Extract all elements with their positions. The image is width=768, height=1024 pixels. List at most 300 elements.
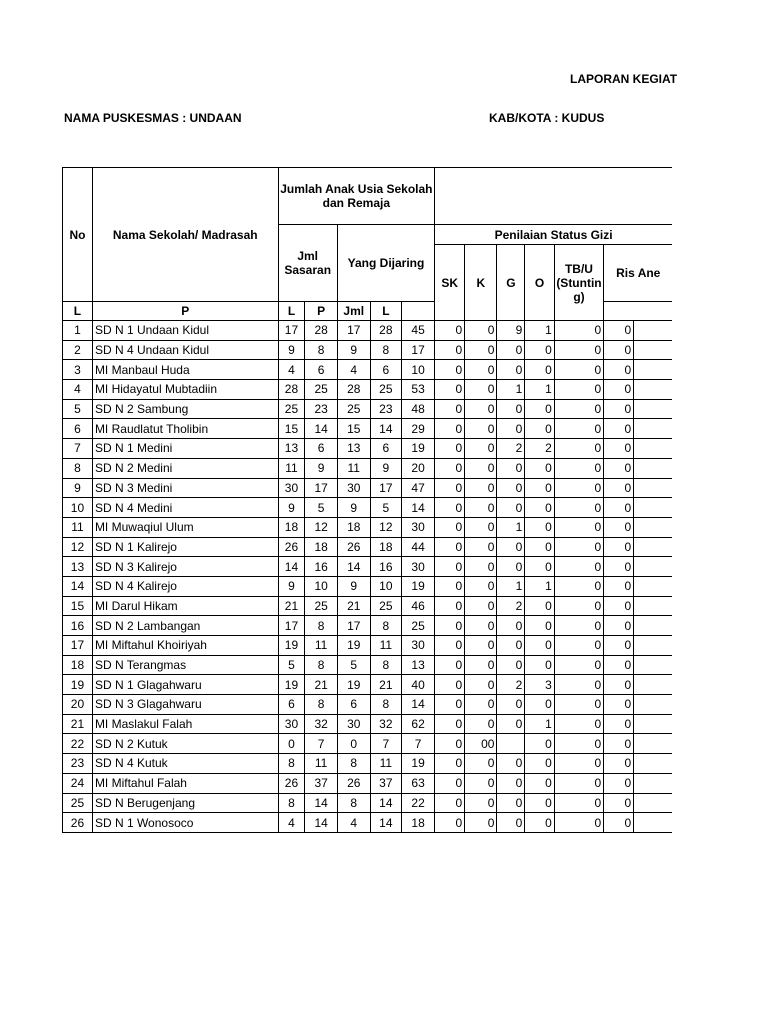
row-sasaran-p: 6	[305, 439, 337, 459]
row-g: 1	[497, 576, 525, 596]
row-risiko: 0	[604, 399, 634, 419]
row-dijaring-p: 6	[370, 439, 401, 459]
row-dijaring-l: 9	[337, 576, 370, 596]
row-dijaring-p: 11	[370, 754, 401, 774]
row-o: 0	[525, 734, 554, 754]
row-dijaring-p: 25	[370, 380, 401, 400]
row-g: 0	[497, 478, 525, 498]
row-dijaring-l: 28	[337, 380, 370, 400]
table-row	[63, 655, 673, 675]
sub-risiko-p	[402, 302, 435, 321]
row-k: 0	[465, 537, 497, 557]
row-g: 2	[497, 439, 525, 459]
row-tbu: 0	[554, 380, 603, 400]
row-jml: 18	[402, 813, 435, 833]
row-sk: 0	[435, 458, 465, 478]
row-nama: SD N 3 Medini	[92, 478, 278, 498]
row-o: 0	[525, 419, 554, 439]
row-tbu: 0	[554, 419, 603, 439]
row-no: 11	[63, 517, 93, 537]
row-dijaring-l: 0	[337, 734, 370, 754]
row-dijaring-l: 25	[337, 399, 370, 419]
row-risiko: 0	[604, 754, 634, 774]
row-sasaran-p: 7	[305, 734, 337, 754]
row-trailing-cell	[634, 773, 672, 793]
row-k: 0	[465, 773, 497, 793]
row-sasaran-p: 25	[305, 380, 337, 400]
row-sk: 0	[435, 616, 465, 636]
row-g: 2	[497, 596, 525, 616]
row-tbu: 0	[554, 478, 603, 498]
row-sk: 0	[435, 754, 465, 774]
row-nama: MI Raudlatut Tholibin	[92, 419, 278, 439]
row-dijaring-l: 4	[337, 360, 370, 380]
row-nama: MI Muwaqiul Ulum	[92, 517, 278, 537]
row-g: 1	[497, 380, 525, 400]
row-risiko: 0	[604, 675, 634, 695]
row-dijaring-p: 17	[370, 478, 401, 498]
row-dijaring-p: 8	[370, 655, 401, 675]
row-sasaran-p: 8	[305, 695, 337, 715]
row-sasaran-p: 28	[305, 321, 337, 341]
row-o: 0	[525, 616, 554, 636]
row-no: 20	[63, 695, 93, 715]
row-sasaran-l: 11	[278, 458, 305, 478]
row-g: 0	[497, 399, 525, 419]
row-trailing-cell	[634, 478, 672, 498]
row-tbu: 0	[554, 458, 603, 478]
row-k: 0	[465, 616, 497, 636]
row-k: 00	[465, 734, 497, 754]
row-no: 23	[63, 754, 93, 774]
row-nama: SD N Terangmas	[92, 655, 278, 675]
row-no: 14	[63, 576, 93, 596]
row-sasaran-l: 0	[278, 734, 305, 754]
row-k: 0	[465, 340, 497, 360]
row-sk: 0	[435, 773, 465, 793]
row-sasaran-l: 28	[278, 380, 305, 400]
row-sasaran-l: 15	[278, 419, 305, 439]
row-tbu: 0	[554, 773, 603, 793]
row-trailing-cell	[634, 557, 672, 577]
row-dijaring-p: 37	[370, 773, 401, 793]
row-jml: 25	[402, 616, 435, 636]
row-dijaring-p: 14	[370, 419, 401, 439]
row-risiko: 0	[604, 576, 634, 596]
row-no: 10	[63, 498, 93, 518]
row-sk: 0	[435, 793, 465, 813]
row-g: 0	[497, 498, 525, 518]
row-jml: 45	[402, 321, 435, 341]
sub-sasaran-l: L	[63, 302, 93, 321]
row-nama: SD N 2 Medini	[92, 458, 278, 478]
row-risiko: 0	[604, 340, 634, 360]
row-tbu: 0	[554, 675, 603, 695]
row-tbu: 0	[554, 596, 603, 616]
row-g: 0	[497, 754, 525, 774]
row-nama: SD N 2 Lambangan	[92, 616, 278, 636]
row-dijaring-l: 19	[337, 675, 370, 695]
row-risiko: 0	[604, 734, 634, 754]
row-no: 21	[63, 714, 93, 734]
row-sasaran-p: 8	[305, 616, 337, 636]
row-sasaran-l: 18	[278, 517, 305, 537]
row-dijaring-p: 18	[370, 537, 401, 557]
row-tbu: 0	[554, 695, 603, 715]
row-sk: 0	[435, 517, 465, 537]
row-trailing-cell	[634, 636, 672, 656]
row-no: 19	[63, 675, 93, 695]
row-k: 0	[465, 498, 497, 518]
row-no: 9	[63, 478, 93, 498]
table-row	[63, 380, 673, 400]
table-row	[63, 616, 673, 636]
row-tbu: 0	[554, 498, 603, 518]
row-no: 17	[63, 636, 93, 656]
row-risiko: 0	[604, 517, 634, 537]
row-o: 0	[525, 498, 554, 518]
row-sasaran-p: 5	[305, 498, 337, 518]
row-risiko: 0	[604, 695, 634, 715]
row-sasaran-p: 14	[305, 813, 337, 833]
row-k: 0	[465, 380, 497, 400]
row-dijaring-l: 26	[337, 537, 370, 557]
row-trailing-cell	[634, 695, 672, 715]
table-row	[63, 439, 673, 459]
row-dijaring-l: 14	[337, 557, 370, 577]
row-trailing-cell	[634, 675, 672, 695]
row-o: 0	[525, 537, 554, 557]
row-sasaran-l: 4	[278, 360, 305, 380]
row-k: 0	[465, 399, 497, 419]
row-trailing-cell	[634, 321, 672, 341]
report-title: LAPORAN KEGIAT	[570, 72, 678, 86]
row-sasaran-l: 9	[278, 340, 305, 360]
row-o: 0	[525, 399, 554, 419]
row-g: 0	[497, 419, 525, 439]
row-tbu: 0	[554, 321, 603, 341]
row-sasaran-l: 9	[278, 576, 305, 596]
row-trailing-cell	[634, 439, 672, 459]
row-jml: 46	[402, 596, 435, 616]
row-dijaring-l: 13	[337, 439, 370, 459]
row-sasaran-p: 14	[305, 419, 337, 439]
row-dijaring-l: 8	[337, 754, 370, 774]
row-k: 0	[465, 675, 497, 695]
row-sasaran-p: 37	[305, 773, 337, 793]
row-sk: 0	[435, 419, 465, 439]
row-trailing-cell	[634, 419, 672, 439]
puskesmas-label: NAMA PUSKESMAS : UNDAAN	[64, 111, 242, 125]
row-trailing-cell	[634, 576, 672, 596]
row-sasaran-p: 11	[305, 754, 337, 774]
row-sasaran-l: 19	[278, 675, 305, 695]
row-k: 0	[465, 557, 497, 577]
row-dijaring-l: 19	[337, 636, 370, 656]
row-trailing-cell	[634, 537, 672, 557]
row-no: 26	[63, 813, 93, 833]
col-yang-dijaring-header: Yang Dijaring	[337, 225, 434, 302]
row-risiko: 0	[604, 793, 634, 813]
row-nama: SD N 4 Kutuk	[92, 754, 278, 774]
row-dijaring-l: 30	[337, 714, 370, 734]
row-trailing-cell	[634, 754, 672, 774]
table-row	[63, 596, 673, 616]
row-dijaring-p: 6	[370, 360, 401, 380]
table-row	[63, 458, 673, 478]
row-sk: 0	[435, 360, 465, 380]
row-no: 7	[63, 439, 93, 459]
row-g: 0	[497, 557, 525, 577]
row-dijaring-p: 8	[370, 616, 401, 636]
row-sasaran-l: 6	[278, 695, 305, 715]
row-tbu: 0	[554, 636, 603, 656]
table-row	[63, 714, 673, 734]
row-o: 1	[525, 714, 554, 734]
row-nama: SD N 3 Kalirejo	[92, 557, 278, 577]
row-jml: 22	[402, 793, 435, 813]
row-dijaring-l: 18	[337, 517, 370, 537]
row-o: 0	[525, 754, 554, 774]
row-risiko: 0	[604, 498, 634, 518]
sub-dijaring-l: L	[278, 302, 305, 321]
row-sasaran-l: 17	[278, 616, 305, 636]
row-sasaran-p: 10	[305, 576, 337, 596]
row-tbu: 0	[554, 557, 603, 577]
row-sasaran-p: 21	[305, 675, 337, 695]
table-row	[63, 537, 673, 557]
row-tbu: 0	[554, 793, 603, 813]
row-no: 2	[63, 340, 93, 360]
row-jml: 19	[402, 439, 435, 459]
row-sasaran-p: 23	[305, 399, 337, 419]
table-row	[63, 498, 673, 518]
row-g: 0	[497, 458, 525, 478]
row-nama: SD N 3 Glagahwaru	[92, 695, 278, 715]
row-sk: 0	[435, 813, 465, 833]
row-jml: 13	[402, 655, 435, 675]
row-k: 0	[465, 576, 497, 596]
row-dijaring-l: 4	[337, 813, 370, 833]
row-nama: SD N 2 Sambung	[92, 399, 278, 419]
row-nama: MI Miftahul Khoiriyah	[92, 636, 278, 656]
row-no: 5	[63, 399, 93, 419]
col-jml-sasaran-header: Jml Sasaran	[278, 225, 337, 302]
table-row	[63, 576, 673, 596]
row-no: 12	[63, 537, 93, 557]
row-o: 0	[525, 596, 554, 616]
row-sasaran-p: 14	[305, 793, 337, 813]
row-jml: 62	[402, 714, 435, 734]
row-k: 0	[465, 793, 497, 813]
report-table	[62, 167, 672, 833]
row-trailing-cell	[634, 596, 672, 616]
row-sasaran-p: 32	[305, 714, 337, 734]
row-k: 0	[465, 655, 497, 675]
row-sk: 0	[435, 655, 465, 675]
row-no: 18	[63, 655, 93, 675]
row-tbu: 0	[554, 399, 603, 419]
row-k: 0	[465, 754, 497, 774]
row-sk: 0	[435, 714, 465, 734]
row-o: 0	[525, 478, 554, 498]
row-sk: 0	[435, 557, 465, 577]
row-k: 0	[465, 636, 497, 656]
row-no: 15	[63, 596, 93, 616]
row-o: 0	[525, 360, 554, 380]
row-sasaran-l: 25	[278, 399, 305, 419]
row-dijaring-p: 9	[370, 458, 401, 478]
row-o: 0	[525, 636, 554, 656]
row-g: 1	[497, 517, 525, 537]
row-sk: 0	[435, 380, 465, 400]
row-tbu: 0	[554, 439, 603, 459]
row-jml: 19	[402, 754, 435, 774]
row-risiko: 0	[604, 636, 634, 656]
row-sasaran-l: 8	[278, 754, 305, 774]
row-risiko: 0	[604, 380, 634, 400]
row-k: 0	[465, 458, 497, 478]
row-k: 0	[465, 714, 497, 734]
row-sk: 0	[435, 576, 465, 596]
row-o: 1	[525, 321, 554, 341]
row-jml: 30	[402, 517, 435, 537]
row-k: 0	[465, 439, 497, 459]
row-g: 0	[497, 813, 525, 833]
row-no: 1	[63, 321, 93, 341]
table-row	[63, 793, 673, 813]
table-row	[63, 675, 673, 695]
row-dijaring-p: 8	[370, 695, 401, 715]
row-g	[497, 734, 525, 754]
row-nama: MI Darul Hikam	[92, 596, 278, 616]
row-sasaran-l: 30	[278, 478, 305, 498]
row-trailing-cell	[634, 458, 672, 478]
row-risiko: 0	[604, 557, 634, 577]
row-sasaran-p: 6	[305, 360, 337, 380]
row-dijaring-p: 28	[370, 321, 401, 341]
row-sasaran-p: 11	[305, 636, 337, 656]
row-dijaring-l: 5	[337, 655, 370, 675]
row-risiko: 0	[604, 655, 634, 675]
group-top-blank	[435, 168, 672, 225]
row-g: 0	[497, 636, 525, 656]
row-dijaring-l: 15	[337, 419, 370, 439]
row-nama: MI Miftahul Falah	[92, 773, 278, 793]
row-dijaring-p: 12	[370, 517, 401, 537]
row-jml: 19	[402, 576, 435, 596]
row-o: 0	[525, 695, 554, 715]
row-dijaring-p: 11	[370, 636, 401, 656]
col-sk-header: SK	[435, 245, 465, 321]
row-tbu: 0	[554, 517, 603, 537]
row-g: 2	[497, 675, 525, 695]
row-tbu: 0	[554, 576, 603, 596]
row-o: 1	[525, 576, 554, 596]
row-k: 0	[465, 517, 497, 537]
row-g: 0	[497, 773, 525, 793]
row-jml: 48	[402, 399, 435, 419]
row-nama: SD N 1 Medini	[92, 439, 278, 459]
row-dijaring-l: 6	[337, 695, 370, 715]
row-dijaring-l: 17	[337, 321, 370, 341]
row-sk: 0	[435, 498, 465, 518]
row-risiko: 0	[604, 360, 634, 380]
row-tbu: 0	[554, 754, 603, 774]
row-trailing-cell	[634, 655, 672, 675]
row-sasaran-l: 19	[278, 636, 305, 656]
row-sk: 0	[435, 734, 465, 754]
row-tbu: 0	[554, 340, 603, 360]
row-g: 0	[497, 616, 525, 636]
row-dijaring-l: 11	[337, 458, 370, 478]
row-g: 0	[497, 537, 525, 557]
row-sk: 0	[435, 537, 465, 557]
row-dijaring-p: 8	[370, 340, 401, 360]
row-g: 0	[497, 695, 525, 715]
row-o: 0	[525, 458, 554, 478]
row-dijaring-l: 30	[337, 478, 370, 498]
row-tbu: 0	[554, 734, 603, 754]
row-risiko: 0	[604, 458, 634, 478]
row-trailing-cell	[634, 714, 672, 734]
table-row	[63, 773, 673, 793]
row-trailing-cell	[634, 399, 672, 419]
row-k: 0	[465, 478, 497, 498]
row-sk: 0	[435, 675, 465, 695]
row-o: 0	[525, 557, 554, 577]
row-dijaring-l: 21	[337, 596, 370, 616]
row-k: 0	[465, 360, 497, 380]
row-sasaran-l: 30	[278, 714, 305, 734]
row-nama: SD N 1 Wonosoco	[92, 813, 278, 833]
row-sasaran-l: 5	[278, 655, 305, 675]
row-risiko: 0	[604, 439, 634, 459]
row-sk: 0	[435, 439, 465, 459]
col-no-header: No	[63, 168, 93, 302]
row-nama: SD N 4 Kalirejo	[92, 576, 278, 596]
row-dijaring-p: 5	[370, 498, 401, 518]
row-jml: 10	[402, 360, 435, 380]
row-risiko: 0	[604, 321, 634, 341]
group-gizi-header: Penilaian Status Gizi	[435, 225, 672, 245]
row-trailing-cell	[634, 813, 672, 833]
row-o: 3	[525, 675, 554, 695]
sub-dijaring-p: P	[305, 302, 337, 321]
group-jumlah-header: Jumlah Anak Usia Sekolah dan Remaja	[278, 168, 435, 225]
table-row	[63, 360, 673, 380]
row-trailing-cell	[634, 340, 672, 360]
col-o-header: O	[525, 245, 554, 321]
row-jml: 44	[402, 537, 435, 557]
table-row	[63, 754, 673, 774]
row-dijaring-p: 32	[370, 714, 401, 734]
row-dijaring-p: 23	[370, 399, 401, 419]
table-row	[63, 636, 673, 656]
row-g: 9	[497, 321, 525, 341]
col-tbu-header: TB/U (Stuntin g)	[554, 245, 603, 321]
row-risiko: 0	[604, 596, 634, 616]
row-o: 0	[525, 793, 554, 813]
row-dijaring-l: 26	[337, 773, 370, 793]
row-sasaran-l: 26	[278, 537, 305, 557]
row-jml: 30	[402, 557, 435, 577]
row-sasaran-l: 9	[278, 498, 305, 518]
row-no: 25	[63, 793, 93, 813]
row-dijaring-p: 14	[370, 793, 401, 813]
row-jml: 40	[402, 675, 435, 695]
row-sasaran-l: 4	[278, 813, 305, 833]
